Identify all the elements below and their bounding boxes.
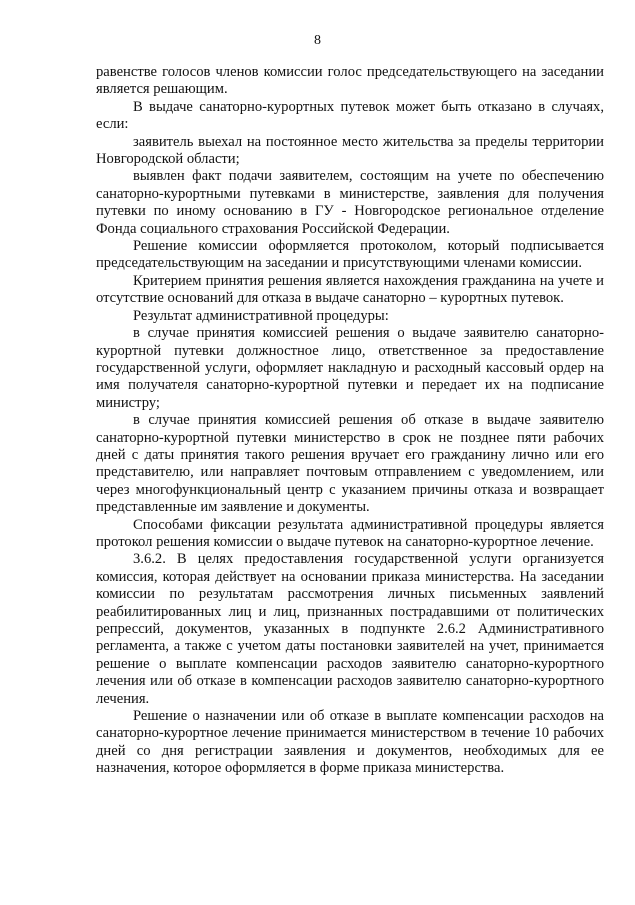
paragraph: заявитель выехал на постоянное место жительства за пределы территории Новгородской области; bbox=[96, 133, 604, 168]
paragraph: 3.6.2. В целях предоставления государственной услуги организуется комиссия, которая действует на основании приказа министерства. На заседании комиссии по результатам рассмотрения личных письменных заявлений реабилитированных лиц и лиц, признанных пострадавшими от политических репрессий, документов, указанных в подпункте 2.6.2 Административного регламента, а также с учетом даты постановки заявителей на учет, принимается решение о выплате компенсации расходов заявителю санаторно-курортного лечения или об отказе в компенсации расходов заявителю санаторно-курортного лечения. bbox=[96, 551, 604, 707]
paragraph: Решение о назначении или об отказе в выплате компенсации расходов на санаторно-курортное лечение принимается министерством в течение 10 рабочих дней со дня регистрации заявления и документов, необходимых для ее назначения, которое оформляется в форме приказа министерства. bbox=[96, 708, 604, 777]
document-body bbox=[96, 64, 604, 778]
paragraph: Решение комиссии оформляется протоколом, который подписывается председательствующим на заседании и присутствующими членами комиссии. bbox=[96, 238, 604, 272]
paragraph: В выдаче санаторно-курортных путевок может быть отказано в случаях, если: bbox=[96, 98, 604, 133]
paragraph: Результат административной процедуры: bbox=[133, 307, 389, 324]
paragraph: в случае принятия комиссией решения об отказе в выдаче заявителю санаторно-курортной путевки министерство в срок не позднее пяти рабочих дней с даты принятия такого решения вручает его гражданину лично или его представителю, или направляет почтовым отправлением с уведомлением, или через многофункциональный центр с указанием причины отказа и возвращает представленные им заявление и документы. bbox=[96, 412, 604, 516]
paragraph: равенстве голосов членов комиссии голос председательствующего на заседании является решающим. bbox=[96, 64, 604, 98]
paragraph: Способами фиксации результата административной процедуры является протокол решения комиссии о выдаче путевок на санаторно-курортное лечение. bbox=[96, 516, 604, 550]
paragraph: Критерием принятия решения является нахождения гражданина на учете и отсутствие оснований для отказа в выдаче санаторно – курортных путевок. bbox=[96, 272, 604, 307]
paragraph: выявлен факт подачи заявителем, состоящим на учете по обеспечению санаторно-курортными путевками в министерстве, заявления для получения путевки по иному основанию в ГУ - Новгородское региональное отделение Фонда социального страхования Российской Федерации. bbox=[96, 168, 604, 237]
page-number: 8 bbox=[314, 33, 321, 48]
paragraph: в случае принятия комиссией решения о выдаче заявителю санаторно-курортной путевки должностное лицо, ответственное за предоставление государственной услуги, оформляет накладную и расходный кассовый ордер на имя получателя санаторно-курортной путевки и передает их на подписание министру; bbox=[96, 325, 604, 411]
